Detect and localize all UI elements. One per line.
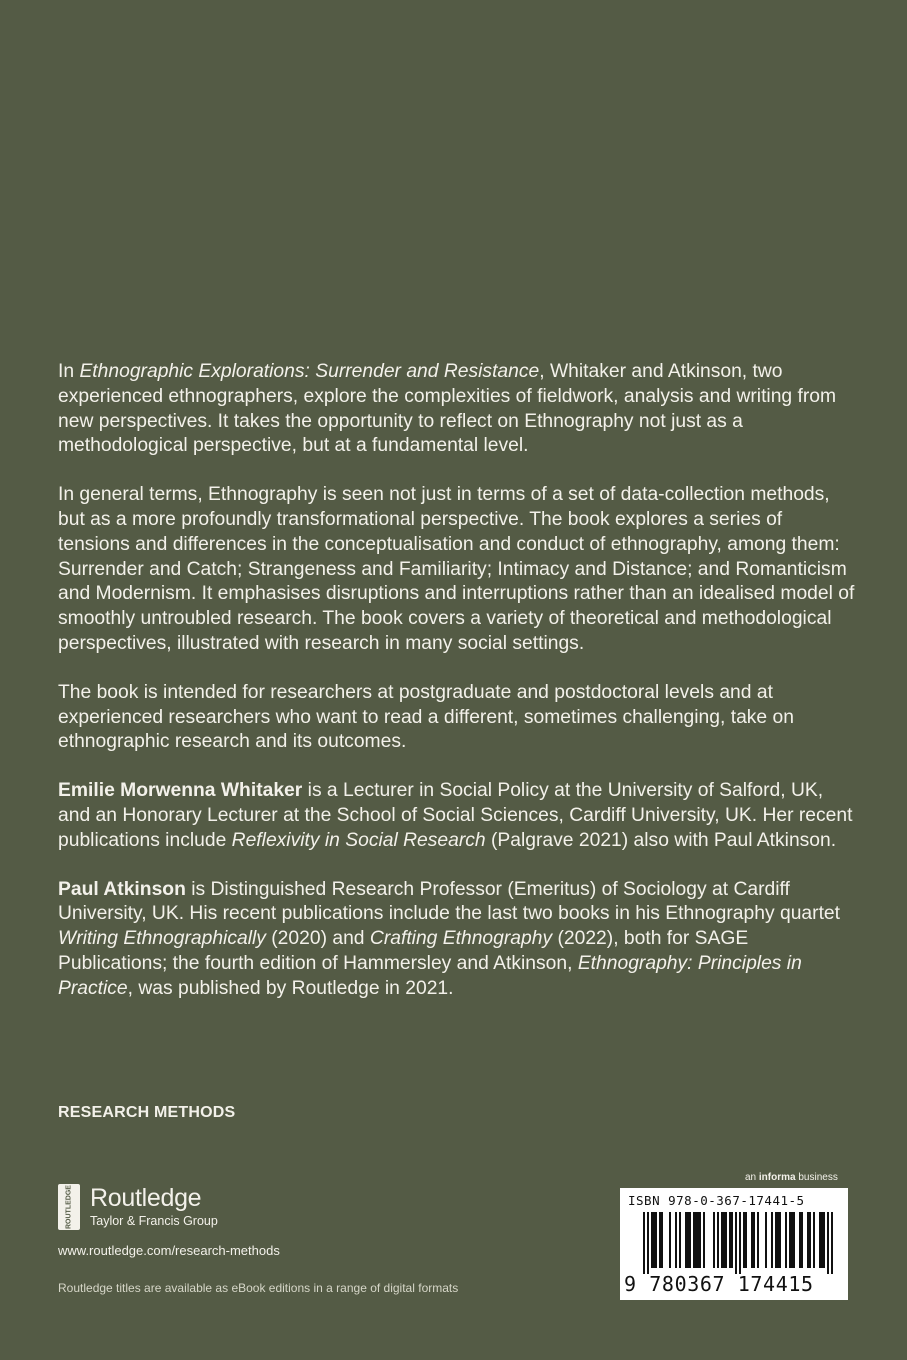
barcode-bar [739,1212,741,1274]
barcode-bar [669,1212,671,1268]
barcode-bar [775,1212,777,1268]
barcode-bar [655,1212,657,1268]
barcode-bar [819,1212,821,1268]
barcode-bar [777,1212,779,1268]
publisher-url: www.routledge.com/research-methods [58,1243,280,1258]
barcode-bar [753,1212,755,1268]
barcode-bar [729,1212,731,1268]
isbn-barcode [620,1188,848,1300]
barcode-bar [721,1212,723,1268]
informa-prefix: an [745,1172,759,1183]
publisher-group: Taylor & Francis Group [90,1214,218,1228]
barcode-bar [647,1212,649,1274]
barcode-bar [687,1212,689,1268]
author-bio-atkinson [58,878,858,1002]
barcode-bar [831,1212,833,1274]
barcode-bar [653,1212,655,1268]
barcode-bar [699,1212,701,1268]
barcode-bar [757,1212,759,1268]
author-bio-text: (2022), both for SAGE Publications; the fourth edition of Hammersley and Atkinson, [58,928,749,974]
barcode-bar [651,1212,653,1268]
barcode-bar [725,1212,727,1268]
author-bio-whitaker [58,779,858,853]
barcode-bar [791,1212,793,1268]
barcode-bar [785,1212,787,1268]
routledge-mark-icon [58,1184,80,1230]
barcode-bar [643,1212,645,1274]
blurb-paragraph-3: The book is intended for researchers at postgraduate and postdoctoral levels and at experienced researchers who want to read a different, sometimes challenging, take on ethnographic research and its outcomes. [58,681,794,753]
barcode-bar [675,1212,677,1268]
barcode-bar [765,1212,767,1268]
isbn-label: ISBN 978-0-367-17441-5 [628,1193,805,1208]
barcode-bar [827,1212,829,1274]
barcode-bar [661,1212,663,1268]
barcode-bar [801,1212,803,1268]
barcode-bar [807,1212,809,1268]
author-name: Paul Atkinson [58,878,186,900]
barcode-bars-icon [640,1212,840,1274]
barcode-bar [823,1212,825,1268]
barcode-bar [743,1212,745,1268]
author-bio-text: (2020) and [265,928,370,950]
author-bio-text: is Distinguished Research Professor (Emeritus) of Sociology at Cardiff University, UK. His recent publications include the last two books in his Ethnography quartet [58,878,841,925]
barcode-bar [659,1212,661,1268]
informa-suffix: business [795,1172,838,1183]
routledge-logo [58,1184,218,1230]
barcode-bar [723,1212,725,1268]
barcode-bar [745,1212,747,1268]
barcode-bar [697,1212,699,1268]
barcode-bar [813,1212,815,1268]
author-bio-text: , was published by Routledge in 2021. [127,977,454,999]
barcode-bar [751,1212,753,1268]
barcode-bar [679,1212,681,1268]
barcode-bar [693,1212,695,1268]
blurb-paragraph-2: In general terms, Ethnography is seen not just in terms of a set of data-collection methods, but as a more profoundly transformational perspective. The book explores a series of tensions and differences in the conceptualisation and conduct of ethnography, among them: Surrender and Catch; Strangeness and Familiarity; Intimacy and Distance; and Romanticism and Modernism. It emphasises disruptions and interruptions rather than an idealised model of smoothly untroubled research. The book covers a variety of theoretical and methodological perspectives, illustrated with research in many social settings. [58,484,855,654]
author-name: Emilie Morwenna Whitaker [58,780,303,802]
barcode-bar [731,1212,733,1268]
informa-tagline [745,1172,838,1183]
barcode-bar [717,1212,719,1268]
barcode-bar [695,1212,697,1268]
author-book-title: Reflexivity in Social Research [231,829,486,851]
barcode-bar [713,1212,715,1268]
informa-brand: informa [758,1172,796,1183]
back-cover-blurb [58,360,858,1026]
author-book-title: Writing Ethnographically [58,928,266,950]
logo-wordmark [90,1184,218,1229]
barcode-bar [779,1212,781,1268]
subject-category: RESEARCH METHODS [58,1104,236,1121]
blurb-paragraph-1 [58,360,858,459]
barcode-bar [799,1212,801,1268]
barcode-bar [793,1212,795,1268]
barcode-bar [689,1212,691,1268]
author-book-title: Crafting Ethnography [369,928,553,950]
author-book-title: Ethnography: Principles in Practice [58,952,802,999]
barcode-bar [735,1212,737,1274]
barcode-bar [771,1212,773,1268]
book-title: Ethnographic Explorations: Surrender and Resistance [79,361,540,382]
blurb-p1-text: , Whitaker and Atkinson, two experienced ethnographers, explore the complexities of fieldwork, analysis and writing from new perspectives. It takes the opportunity to reflect on Ethnography not just as a methodological perspective, but at a fundamental level. [58,361,837,457]
logo-mark-text: ROUTLEDGE [65,1185,73,1229]
publisher-name: Routledge [90,1184,202,1212]
barcode-bar [821,1212,823,1268]
ean-digits: 9 780367 174415 [624,1272,814,1296]
blurb-p1-lead: In [58,361,80,382]
barcode-bar [703,1212,705,1268]
author-bio-text: is a Lecturer in Social Policy at the University of Salford, UK, and an Honorary Lecturer at the School of Social Sciences, Cardiff University, UK. Her recent publications include [58,780,853,851]
barcode-bar [685,1212,687,1268]
barcode-bar [809,1212,811,1268]
barcode-bar [789,1212,791,1268]
ebook-note: Routledge titles are available as eBook editions in a range of digital formats [58,1281,459,1295]
author-bio-text: (Palgrave 2021) also with Paul Atkinson. [485,829,837,851]
